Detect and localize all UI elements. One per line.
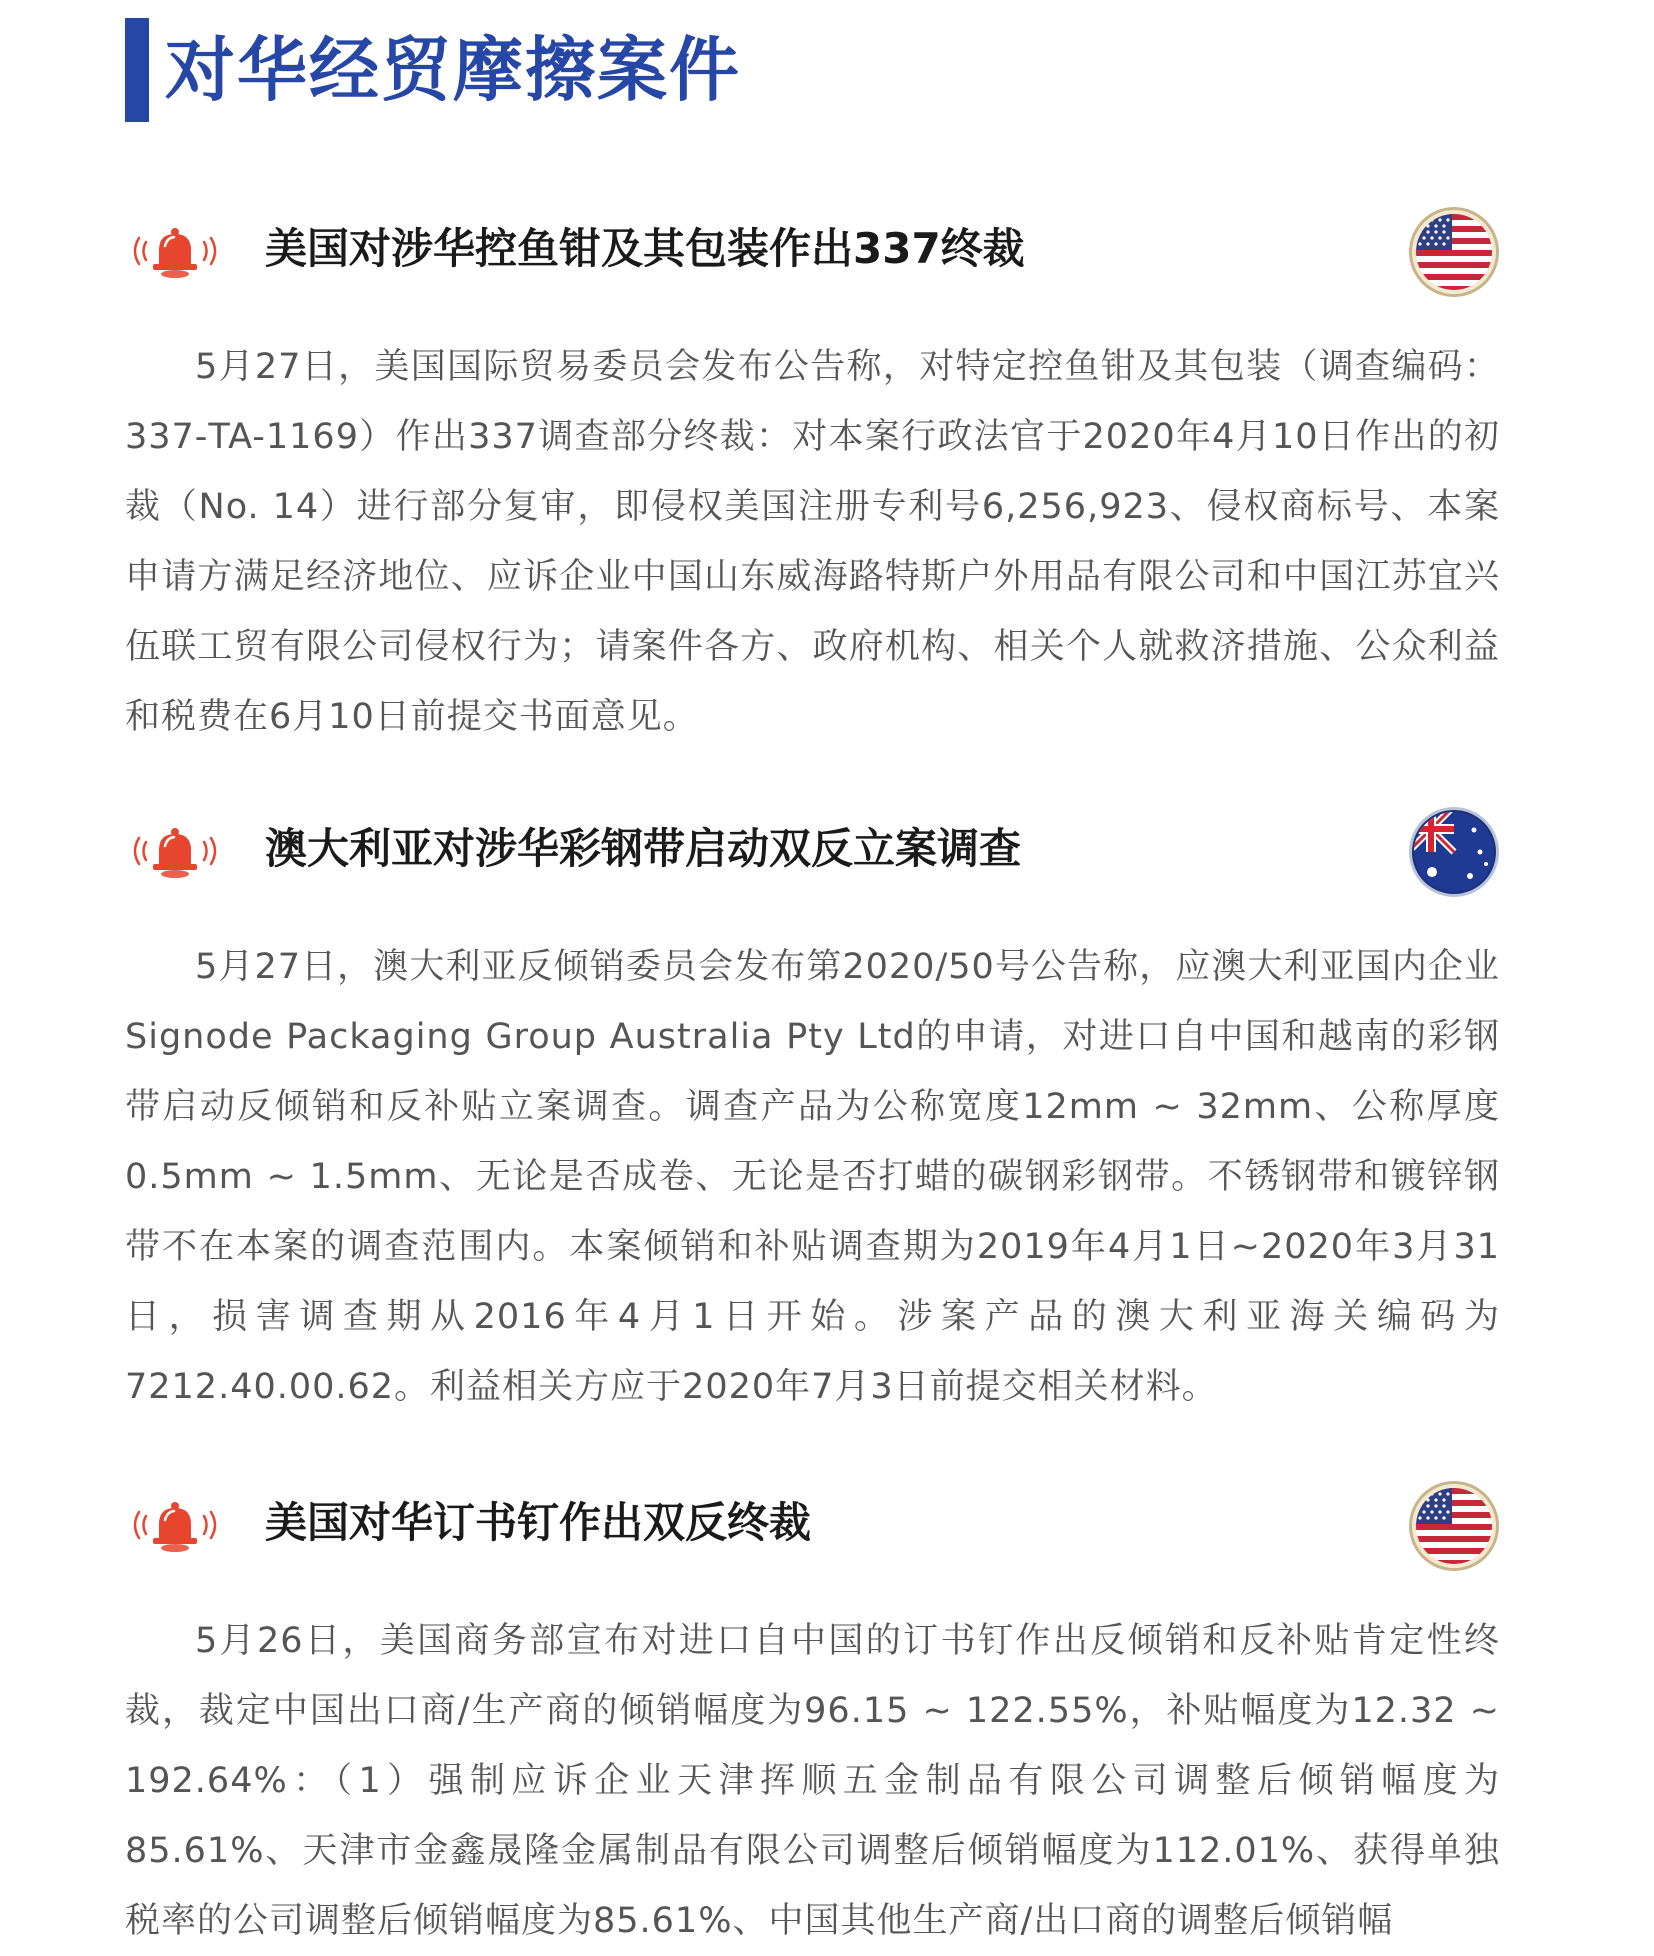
article-body: 5月27日，澳大利亚反倾销委员会发布第2020/50号公告称，应澳大利亚国内企业Signode Packaging Group Australia Pty Ltd的申请，对进口自中国和越南的彩钢带启动反倾销和反补贴立案调查。调查产品为公称宽度12mm ~ 32mm、公称厚度0.5mm ~ 1.5mm、无论是否成卷、无论是否打蜡的碳钢彩钢带。不锈钢带和镀锌钢带不在本案的调查范围内。本案倾销和补贴调查期为2019年4月1日~2020年3月31日，损害调查期从2016年4月1日开始。涉案产品的澳大利亚海关编码为7212.40.00.62。利益相关方应于2020年7月3日前提交相关材料。 [125, 947, 1500, 1407]
article-header [125, 206, 1500, 298]
article-headline: 美国对华订书钉作出双反终裁 [265, 1498, 812, 1547]
page-title: 对华经贸摩擦案件 [165, 29, 741, 111]
australia-flag-icon [1408, 806, 1500, 898]
alarm-bell-icon [125, 222, 225, 280]
article-2 [125, 806, 1500, 1422]
article-headline: 美国对涉华控鱼钳及其包装作出337终裁 [265, 224, 1025, 273]
article-header [125, 1480, 1500, 1572]
alarm-bell-icon [125, 822, 225, 880]
article-1 [125, 206, 1500, 752]
us-flag-icon [1408, 1480, 1500, 1572]
us-flag-icon [1408, 206, 1500, 298]
article-headline: 澳大利亚对涉华彩钢带启动双反立案调查 [265, 824, 1022, 873]
title-accent-bar [125, 18, 149, 122]
section-title [125, 18, 741, 122]
article-header [125, 806, 1500, 898]
article-body: 5月26日，美国商务部宣布对进口自中国的订书钉作出反倾销和反补贴肯定性终裁，裁定中国出口商/生产商的倾销幅度为96.15 ~ 122.55%，补贴幅度为12.32 ~ 192.64%：（1）强制应诉企业天津挥顺五金制品有限公司调整后倾销幅度为85.61%、天津市金鑫晟隆金属制品有限公司调整后倾销幅度为112.01%、获得单独税率的公司调整后倾销幅度为85.61%、中国其他生产商/出口商的调整后倾销幅 [125, 1621, 1500, 1941]
article-3 [125, 1480, 1500, 1956]
alarm-bell-icon [125, 1496, 225, 1554]
article-body: 5月27日，美国国际贸易委员会发布公告称，对特定控鱼钳及其包装（调查编码：337-TA-1169）作出337调查部分终裁：对本案行政法官于2020年4月10日作出的初裁（No. 14）进行部分复审，即侵权美国注册专利号6,256,923、侵权商标号、本案申请方满足经济地位、应诉企业中国山东威海路特斯户外用品有限公司和中国江苏宜兴伍联工贸有限公司侵权行为；请案件各方、政府机构、相关个人就救济措施、公众利益和税费在6月10日前提交书面意见。 [125, 347, 1500, 737]
